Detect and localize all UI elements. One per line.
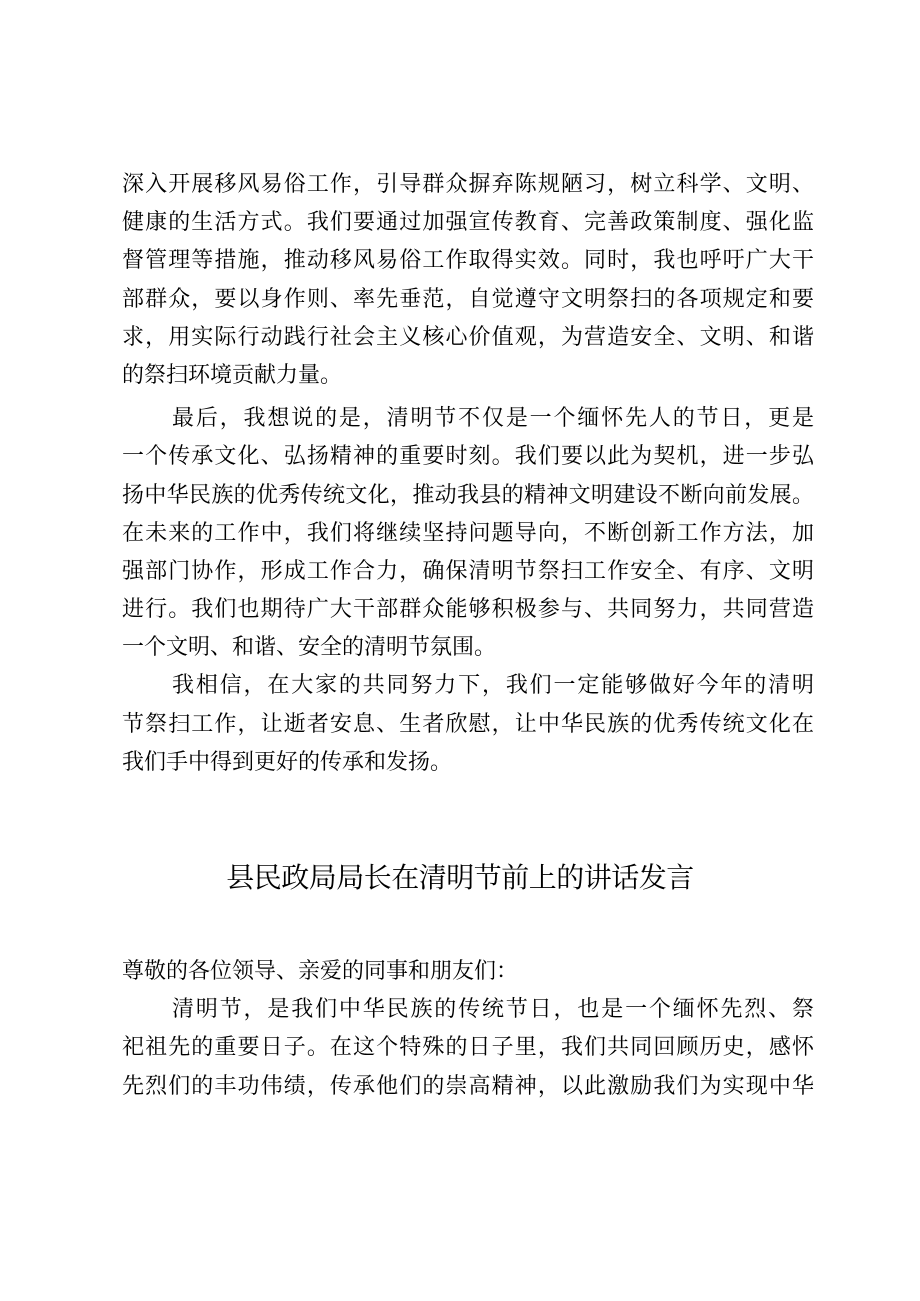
text-line: 部群众，要以身作则、率先垂范，自觉遵守文明祭扫的各项规定和要: [122, 286, 814, 312]
speech-body-2: [122, 952, 814, 1105]
text-line: 进行。我们也期待广大干部群众能够积极参与、共同努力，共同营造: [122, 597, 814, 623]
text-line: 祀祖先的重要日子。在这个特殊的日子里，我们共同回顾历史，感怀: [122, 1035, 814, 1061]
paragraph-2: [122, 400, 814, 667]
text-line: 先烈们的丰功伟绩，传承他们的崇高精神，以此激励我们为实现中华: [122, 1073, 814, 1099]
text-line: 强部门协作，形成工作合力，确保清明节祭扫工作安全、有序、文明: [122, 558, 814, 584]
text-line: 我相信，在大家的共同努力下，我们一定能够做好今年的清明: [172, 673, 814, 699]
text-line: 一个文明、和谐、安全的清明节氛围。: [122, 635, 497, 661]
text-line: 清明节，是我们中华民族的传统节日，也是一个缅怀先烈、祭: [172, 997, 814, 1023]
text-line: 一个传承文化、弘扬精神的重要时刻。我们要以此为契机，进一步弘: [122, 444, 814, 470]
paragraph-4: [122, 990, 814, 1105]
text-line: 深入开展移风易俗工作，引导群众摒弃陈规陋习，树立科学、文明、: [122, 172, 814, 197]
speech-body: [122, 166, 814, 782]
text-line: 健康的生活方式。我们要通过加强宣传教育、完善政策制度、强化监: [122, 210, 814, 236]
paragraph-1: [122, 166, 814, 395]
text-line: 在未来的工作中，我们将继续坚持问题导向，不断创新工作方法，加: [122, 520, 814, 546]
text-line: 最后，我想说的是，清明节不仅是一个缅怀先人的节日，更是: [172, 406, 814, 432]
paragraph-3: [122, 667, 814, 782]
text-line: 的祭扫环境贡献力量。: [122, 362, 343, 388]
text-line: 节祭扫工作，让逝者安息、生者欣慰，让中华民族的优秀传统文化在: [122, 711, 814, 737]
text-line: 扬中华民族的优秀传统文化，推动我县的精神文明建设不断向前发展。: [122, 482, 814, 508]
text-line: 我们手中得到更好的传承和发扬。: [122, 749, 453, 775]
text-line: 督管理等措施，推动移风易俗工作取得实效。同时，我也呼吁广大干: [122, 248, 814, 274]
text-line: 求，用实际行动践行社会主义核心价值观，为营造安全、文明、和谐: [122, 324, 814, 350]
speech-title: 县民政局局长在清明节前上的讲话发言: [226, 861, 694, 894]
salutation: 尊敬的各位领导、亲爱的同事和朋友们：: [122, 959, 519, 984]
